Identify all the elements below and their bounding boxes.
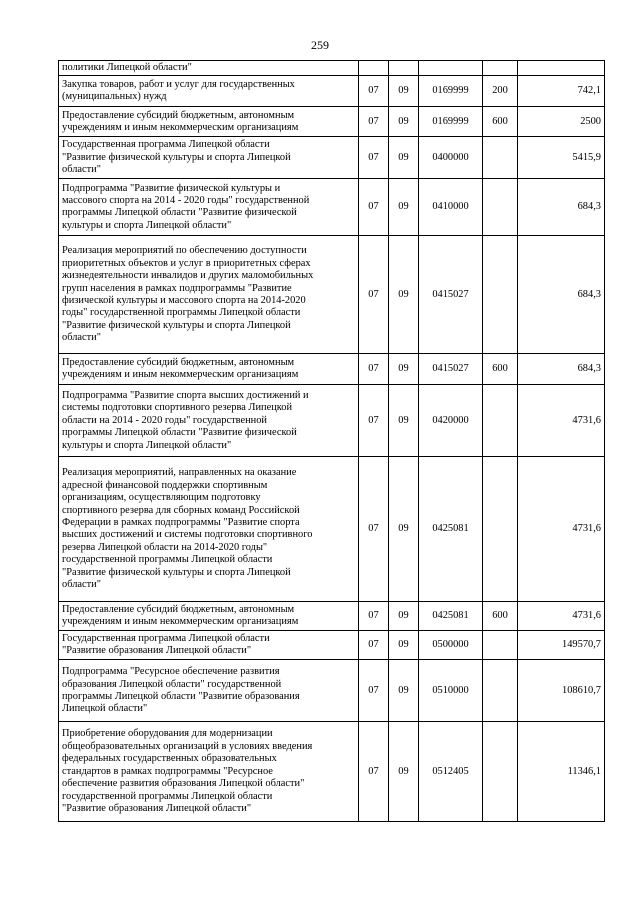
row-subsection: 09 — [389, 631, 419, 660]
row-section: 07 — [359, 660, 389, 722]
row-target-article: 0500000 — [419, 631, 483, 660]
row-target-article — [419, 61, 483, 76]
row-amount: 4731,6 — [518, 602, 605, 631]
row-amount: 149570,7 — [518, 631, 605, 660]
row-expense-type: 600 — [483, 602, 518, 631]
table-row — [59, 354, 605, 385]
row-description: Реализация мероприятий по обеспечению доступности приоритетных объектов и услуг в приоритетных сферах жизнедеятельности инвалидов и других маломобильных групп населения в рамках подпрограммы "Развитие физической культуры и массового спорта на 2014-2020 годы" государственной программы Липецкой области "Развитие физической культуры и спорта Липецкой области" — [59, 236, 359, 354]
table-row — [59, 76, 605, 107]
table-row — [59, 457, 605, 602]
row-description: Предоставление субсидий бюджетным, автономным учреждениям и иным некоммерческим организациям — [59, 107, 359, 137]
row-section: 07 — [359, 602, 389, 631]
row-expense-type — [483, 137, 518, 179]
row-section: 07 — [359, 354, 389, 385]
table-row — [59, 236, 605, 354]
row-target-article: 0420000 — [419, 385, 483, 457]
row-section: 07 — [359, 631, 389, 660]
row-section: 07 — [359, 236, 389, 354]
row-subsection: 09 — [389, 179, 419, 236]
row-expense-type: 200 — [483, 76, 518, 107]
row-amount: 5415,9 — [518, 137, 605, 179]
table-row — [59, 660, 605, 722]
row-description: политики Липецкой области" — [59, 61, 359, 76]
row-description: Приобретение оборудования для модернизации общеобразовательных организаций в условиях введения федеральных государственных образовательных стандартов в рамках подпрограммы "Ресурсное обеспечение развития образования Липецкой области" государственной программы Липецкой области "Развитие образования Липецкой области" — [59, 722, 359, 822]
row-subsection: 09 — [389, 457, 419, 602]
row-target-article: 0400000 — [419, 137, 483, 179]
row-target-article: 0410000 — [419, 179, 483, 236]
row-section: 07 — [359, 722, 389, 822]
page-number: 259 — [311, 38, 329, 52]
row-target-article: 0169999 — [419, 107, 483, 137]
table-row — [59, 61, 605, 76]
row-subsection: 09 — [389, 236, 419, 354]
row-description: Подпрограмма "Развитие физической культуры и массового спорта на 2014 - 2020 годы" государственной программы Липецкой области "Развитие физической культуры и спорта Липецкой области" — [59, 179, 359, 236]
table-row — [59, 602, 605, 631]
row-subsection: 09 — [389, 354, 419, 385]
row-section: 07 — [359, 137, 389, 179]
row-target-article: 0510000 — [419, 660, 483, 722]
row-expense-type — [483, 179, 518, 236]
row-subsection: 09 — [389, 137, 419, 179]
row-amount: 684,3 — [518, 236, 605, 354]
row-description: Закупка товаров, работ и услуг для государственных (муниципальных) нужд — [59, 76, 359, 107]
row-section: 07 — [359, 385, 389, 457]
row-description: Подпрограмма "Развитие спорта высших достижений и системы подготовки спортивного резерва Липецкой области на 2014 - 2020 годы" государственной программы Липецкой области "Развитие физической культуры и спорта Липецкой области" — [59, 385, 359, 457]
table-row — [59, 385, 605, 457]
row-expense-type — [483, 457, 518, 602]
row-expense-type: 600 — [483, 354, 518, 385]
row-description: Государственная программа Липецкой области "Развитие физической культуры и спорта Липецкой области" — [59, 137, 359, 179]
row-expense-type — [483, 236, 518, 354]
row-expense-type — [483, 660, 518, 722]
row-amount: 4731,6 — [518, 457, 605, 602]
row-description: Реализация мероприятий, направленных на оказание адресной финансовой поддержки спортивным организациям, осуществляющим подготовку спортивного резерва для сборных команд Российской Федерации в рамках подпрограммы "Развитие спорта высших достижений и системы подготовки спортивного резерва Липецкой области на 2014-2020 годы" государственной программы Липецкой области "Развитие физической культуры и спорта Липецкой области" — [59, 457, 359, 602]
row-description: Подпрограмма "Ресурсное обеспечение развития образования Липецкой области" государственной программы Липецкой области "Развитие образования Липецкой области" — [59, 660, 359, 722]
row-section: 07 — [359, 76, 389, 107]
row-subsection — [389, 61, 419, 76]
row-target-article: 0415027 — [419, 354, 483, 385]
row-section: 07 — [359, 179, 389, 236]
row-amount: 4731,6 — [518, 385, 605, 457]
table-row — [59, 107, 605, 137]
row-subsection: 09 — [389, 660, 419, 722]
row-subsection: 09 — [389, 602, 419, 631]
row-target-article: 0415027 — [419, 236, 483, 354]
row-section: 07 — [359, 457, 389, 602]
budget-table — [58, 60, 605, 822]
row-expense-type — [483, 61, 518, 76]
row-expense-type — [483, 631, 518, 660]
row-subsection: 09 — [389, 385, 419, 457]
row-expense-type — [483, 385, 518, 457]
row-amount: 11346,1 — [518, 722, 605, 822]
row-target-article: 0425081 — [419, 602, 483, 631]
row-target-article: 0169999 — [419, 76, 483, 107]
table-row — [59, 631, 605, 660]
row-amount: 2500 — [518, 107, 605, 137]
row-target-article: 0512405 — [419, 722, 483, 822]
row-description: Предоставление субсидий бюджетным, автономным учреждениям и иным некоммерческим организациям — [59, 602, 359, 631]
table-row — [59, 137, 605, 179]
row-amount: 684,3 — [518, 179, 605, 236]
row-amount — [518, 61, 605, 76]
table-row — [59, 179, 605, 236]
row-subsection: 09 — [389, 107, 419, 137]
row-amount: 108610,7 — [518, 660, 605, 722]
row-description: Предоставление субсидий бюджетным, автономным учреждениям и иным некоммерческим организациям — [59, 354, 359, 385]
row-expense-type — [483, 722, 518, 822]
row-target-article: 0425081 — [419, 457, 483, 602]
row-section — [359, 61, 389, 76]
row-expense-type: 600 — [483, 107, 518, 137]
row-subsection: 09 — [389, 76, 419, 107]
row-amount: 742,1 — [518, 76, 605, 107]
row-amount: 684,3 — [518, 354, 605, 385]
row-description: Государственная программа Липецкой области "Развитие образования Липецкой области" — [59, 631, 359, 660]
row-section: 07 — [359, 107, 389, 137]
row-subsection: 09 — [389, 722, 419, 822]
table-row — [59, 722, 605, 822]
